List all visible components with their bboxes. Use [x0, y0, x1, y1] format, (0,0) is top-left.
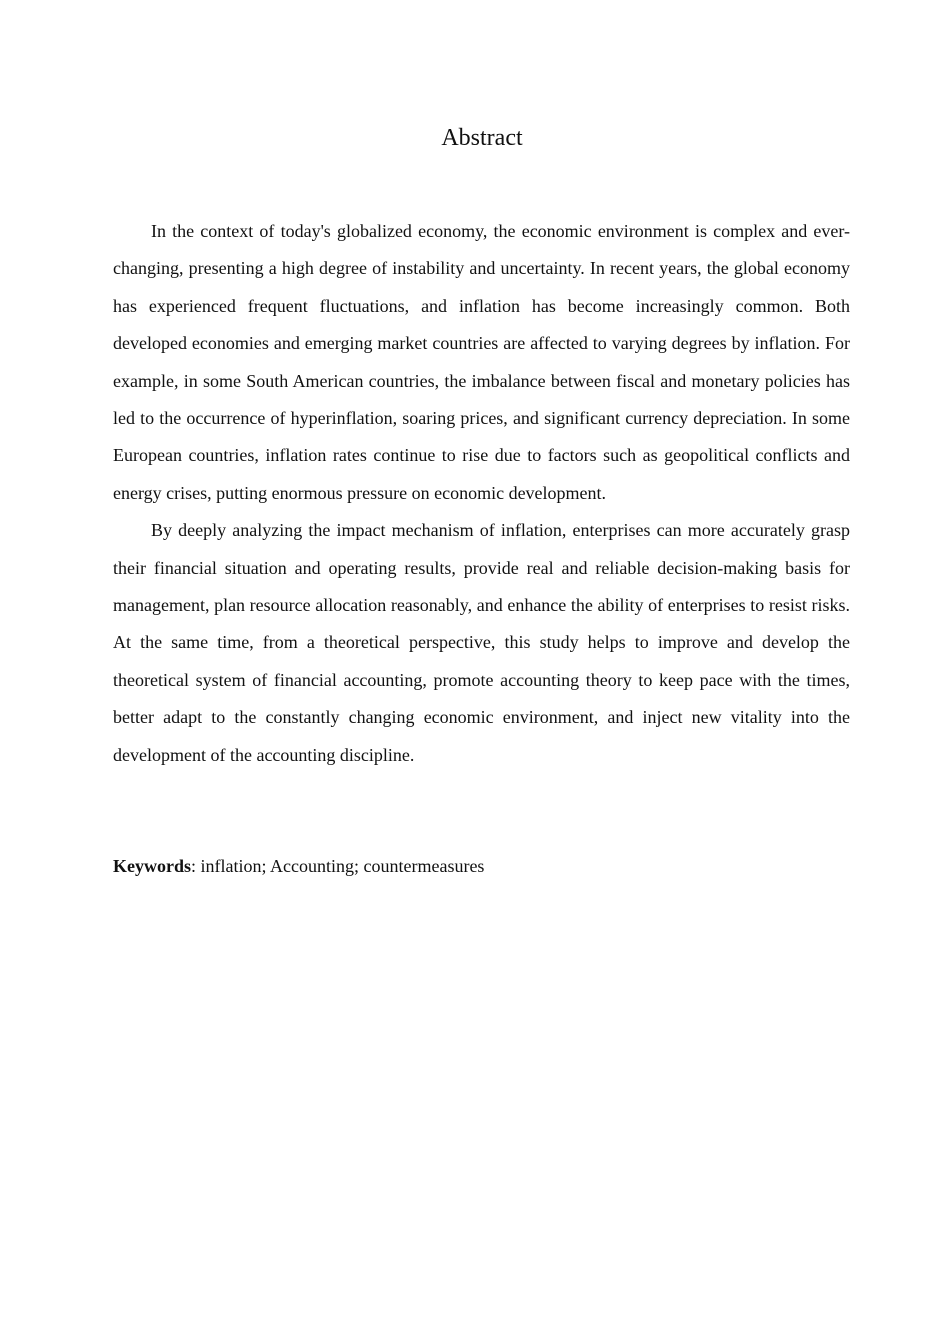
abstract-title: Abstract [441, 125, 523, 151]
abstract-paragraph-2: By deeply analyzing the impact mechanism of inflation, enterprises can more accurately grasp their financial situation and operating results, provide real and reliable decision-making basis for management, plan resource allocation reasonably, and enhance the ability of enterprises to resist risks. At the same time, from a theoretical perspective, this study helps to improve and develop the theoretical system of financial accounting, promote accounting theory to keep pace with the times, better adapt to the constantly changing economic environment, and inject new vitality into the development of the accounting discipline. [113, 520, 850, 765]
keywords-label: Keywords [113, 856, 191, 876]
keywords-line [113, 851, 850, 881]
keywords-separator: : [191, 856, 201, 876]
keywords-value: inflation; Accounting; countermeasures [200, 856, 485, 876]
abstract-paragraph-1: In the context of today's globalized economy, the economic environment is complex and ever-changing, presenting a high degree of instability and uncertainty. In recent years, the global economy has experienced frequent fluctuations, and inflation has become increasingly common. Both developed economies and emerging market countries are affected to varying degrees by inflation. For example, in some South American countries, the imbalance between fiscal and monetary policies has led to the occurrence of hyperinflation, soaring prices, and significant currency depreciation. In some European countries, inflation rates continue to rise due to factors such as geopolitical conflicts and energy crises, putting enormous pressure on economic development. [113, 221, 850, 503]
abstract-body [113, 213, 850, 774]
